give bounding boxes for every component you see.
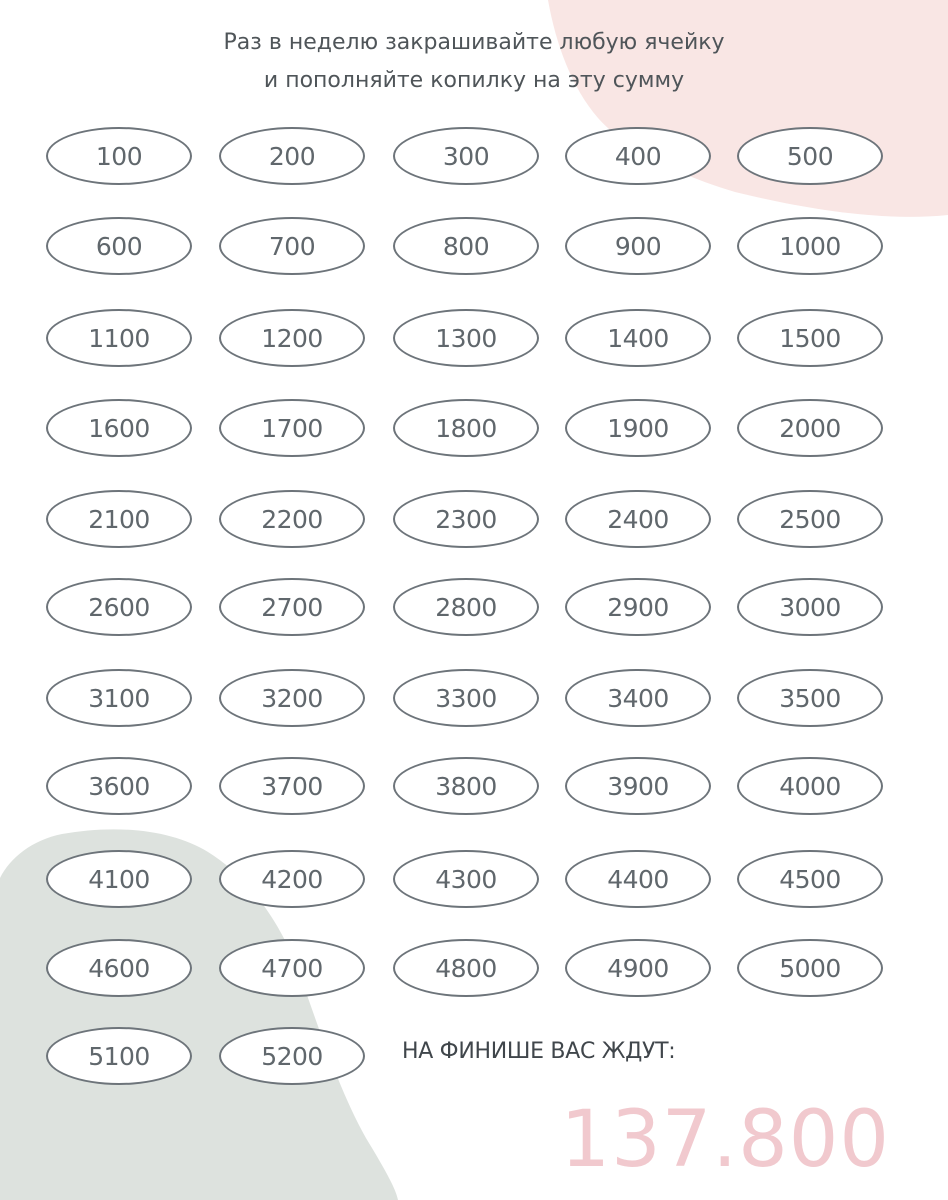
savings-cell[interactable]: 2300 (393, 490, 539, 548)
savings-cell[interactable]: 900 (565, 217, 711, 275)
total-amount: 137.800 (560, 1095, 890, 1185)
savings-cell[interactable]: 3900 (565, 757, 711, 815)
savings-cell[interactable]: 100 (46, 127, 192, 185)
savings-cell[interactable]: 5000 (737, 939, 883, 997)
savings-cell[interactable]: 1900 (565, 399, 711, 457)
savings-cell[interactable]: 4900 (565, 939, 711, 997)
savings-cell[interactable]: 2500 (737, 490, 883, 548)
savings-cell[interactable]: 1100 (46, 309, 192, 367)
instructions-line-1: Раз в неделю закрашивайте любую ячейку (223, 30, 725, 55)
savings-cell[interactable]: 3800 (393, 757, 539, 815)
savings-cell[interactable]: 800 (393, 217, 539, 275)
savings-cell[interactable]: 200 (219, 127, 365, 185)
savings-cell[interactable]: 4600 (46, 939, 192, 997)
savings-cell[interactable]: 3700 (219, 757, 365, 815)
savings-cell[interactable]: 4300 (393, 850, 539, 908)
savings-cell[interactable]: 2800 (393, 578, 539, 636)
savings-cell[interactable]: 300 (393, 127, 539, 185)
savings-cell[interactable]: 1600 (46, 399, 192, 457)
savings-cell[interactable]: 5200 (219, 1027, 365, 1085)
savings-cell[interactable]: 4000 (737, 757, 883, 815)
savings-cell[interactable]: 2400 (565, 490, 711, 548)
savings-cell[interactable]: 3200 (219, 669, 365, 727)
savings-cell[interactable]: 4800 (393, 939, 539, 997)
savings-cell[interactable]: 2200 (219, 490, 365, 548)
savings-cell[interactable]: 3000 (737, 578, 883, 636)
savings-cell[interactable]: 1800 (393, 399, 539, 457)
savings-cell[interactable]: 400 (565, 127, 711, 185)
savings-cell[interactable]: 1000 (737, 217, 883, 275)
savings-cell[interactable]: 500 (737, 127, 883, 185)
savings-cell[interactable]: 4400 (565, 850, 711, 908)
finish-label: НА ФИНИШЕ ВАС ЖДУТ: (402, 1039, 676, 1064)
savings-cell[interactable]: 3600 (46, 757, 192, 815)
savings-cell[interactable]: 2000 (737, 399, 883, 457)
savings-cell[interactable]: 700 (219, 217, 365, 275)
savings-cell[interactable]: 3100 (46, 669, 192, 727)
savings-cell[interactable]: 1300 (393, 309, 539, 367)
savings-cell[interactable]: 1200 (219, 309, 365, 367)
savings-cell[interactable]: 1700 (219, 399, 365, 457)
savings-cell[interactable]: 1400 (565, 309, 711, 367)
savings-cell[interactable]: 1500 (737, 309, 883, 367)
savings-cell[interactable]: 2700 (219, 578, 365, 636)
savings-cell[interactable]: 4200 (219, 850, 365, 908)
savings-cell[interactable]: 5100 (46, 1027, 192, 1085)
savings-cell[interactable]: 2100 (46, 490, 192, 548)
savings-cell[interactable]: 2600 (46, 578, 192, 636)
savings-cell[interactable]: 600 (46, 217, 192, 275)
savings-cell[interactable]: 3400 (565, 669, 711, 727)
savings-cell[interactable]: 4100 (46, 850, 192, 908)
savings-cell[interactable]: 4500 (737, 850, 883, 908)
savings-cell[interactable]: 4700 (219, 939, 365, 997)
savings-cell[interactable]: 3300 (393, 669, 539, 727)
savings-cell[interactable]: 2900 (565, 578, 711, 636)
savings-cell[interactable]: 3500 (737, 669, 883, 727)
instructions-line-2: и пополняйте копилку на эту сумму (263, 68, 685, 93)
